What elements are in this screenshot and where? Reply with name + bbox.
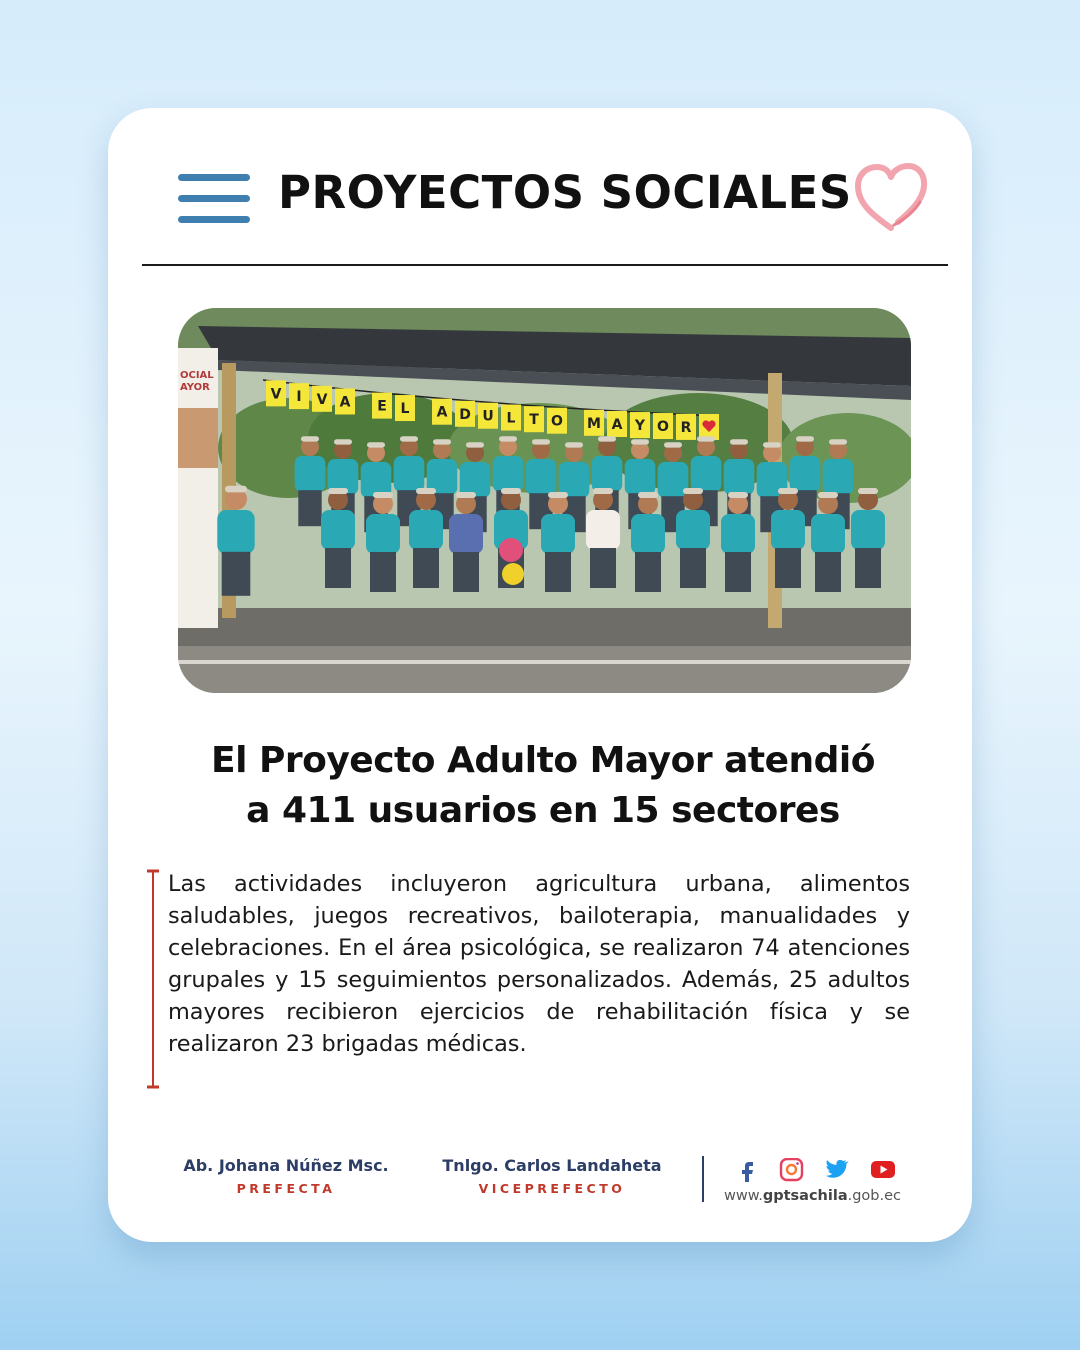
bunting-letter: A (611, 416, 623, 433)
website-domain: gptsachila (762, 1188, 848, 1204)
website-link[interactable] (724, 1188, 914, 1204)
signature-name: Tnlgo. Carlos Landaheta (442, 1156, 662, 1175)
side-banner-line-2: AYOR (180, 382, 210, 393)
signature-prefecta (166, 1156, 406, 1196)
facebook-icon[interactable] (734, 1158, 760, 1182)
bunting-letter: D (459, 406, 471, 423)
heart-outline-icon (854, 162, 928, 234)
social-icons (732, 1158, 917, 1182)
signature-role: PREFECTA (236, 1181, 336, 1196)
headline-line-1: El Proyecto Adulto Mayor atendió (211, 740, 875, 781)
website-prefix: www. (724, 1188, 763, 1204)
bunting-letter: V (316, 391, 328, 408)
bunting-letter: O (657, 419, 669, 436)
bunting-letter: E (377, 398, 387, 415)
page-title: PROYECTOS SOCIALES (278, 166, 852, 219)
post-card (108, 108, 972, 1242)
balloon-yellow (502, 563, 524, 585)
headline-line-2: a 411 usuarios en 15 sectores (246, 790, 840, 831)
side-banner-line-1: OCIAL (180, 370, 214, 381)
balloon-pink (499, 538, 523, 562)
bunting-letter: O (551, 413, 563, 430)
bunting-letter: T (529, 412, 539, 429)
body-paragraph: Las actividades incluyeron agricultura urbana, alimentos saludables, juegos recreativos, bailoterapia, manualidades y celebraciones. En el área psicológica, se realizaron 74 atenciones grupales y 15 seguimientos personalizados. Además, 25 adultos mayores recibieron ejercicios de rehabilitación física y se realizaron 23 brigadas médicas. (168, 871, 910, 1057)
youtube-icon[interactable] (870, 1158, 896, 1182)
signature-role: VICEPREFECTO (478, 1181, 626, 1196)
bunting-letter: I (296, 389, 302, 406)
bunting-letter: V (270, 386, 282, 403)
bunting-letter: R (680, 419, 692, 436)
signature-viceprefecto (436, 1156, 668, 1196)
bunting-letter: Y (634, 418, 646, 435)
group-photo (178, 308, 911, 693)
bunting-letter: U (482, 408, 494, 425)
footer-divider (702, 1156, 704, 1202)
instagram-icon[interactable] (778, 1158, 804, 1182)
signature-name: Ab. Johana Núñez Msc. (183, 1156, 389, 1175)
hamburger-menu-icon[interactable] (178, 174, 250, 224)
bunting-letter: M (587, 415, 601, 432)
bunting-letter: A (436, 404, 448, 421)
header-divider (142, 264, 948, 266)
bunting-letter: L (506, 410, 516, 427)
bunting-letter: L (400, 401, 410, 418)
twitter-icon[interactable] (824, 1158, 850, 1182)
quote-bar (146, 868, 160, 1090)
bunting-letter: A (339, 394, 351, 411)
website-suffix: .gob.ec (847, 1188, 902, 1204)
headline (148, 736, 938, 836)
